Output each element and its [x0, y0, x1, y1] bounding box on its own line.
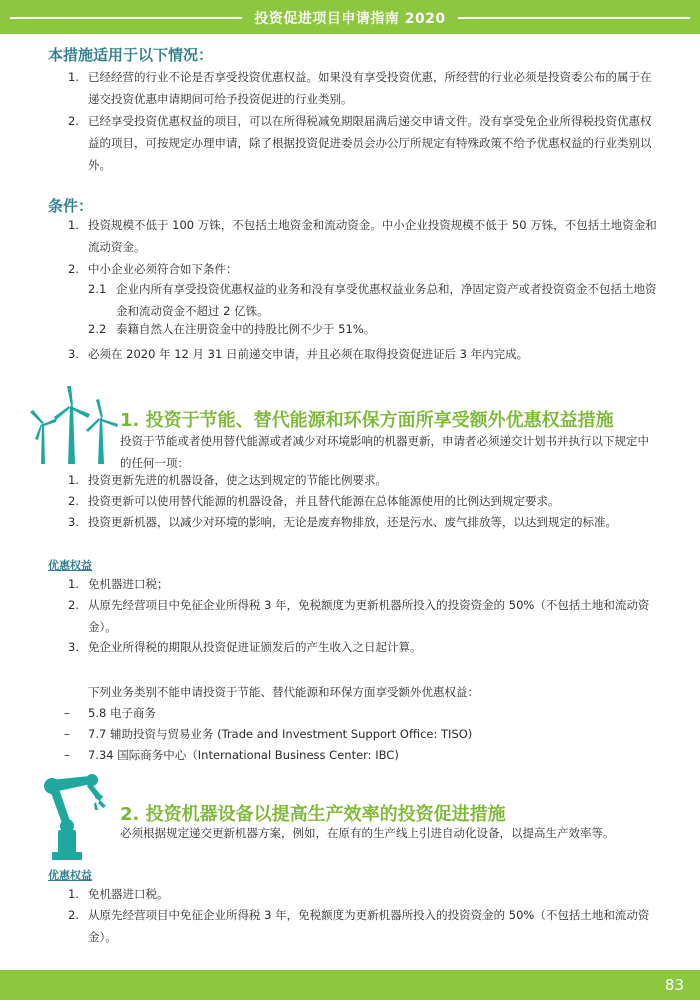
dash-bullet: –: [64, 748, 70, 762]
list-number: 2.: [68, 598, 79, 612]
applies-heading: 本措施适用于以下情况：: [48, 46, 214, 64]
conditions-heading: 条件：: [48, 197, 94, 215]
section2-intro: 必须根据规定递交更新机器方案，例如，在原有的生产线上引进自动化设备，以提高生产效率等。: [120, 826, 615, 840]
list-text: 已经享受投资优惠权益的项目，可以在所得税减免期限届满后递交申请文件。没有享受免企业所得税投资优惠权益的项目，可按规定办理申请，除了根据投资促进委员会办公厅所规定有特殊政策不给予优惠权益的行业类别以外。: [88, 114, 652, 172]
list-text: 泰籍自然人在注册资金中的持股比例不少于 51%。: [116, 322, 376, 336]
list-item: [64, 702, 654, 724]
page-number: 83: [664, 976, 684, 994]
list-item: [68, 343, 658, 365]
list-number: 1.: [68, 887, 79, 901]
list-number: 1.: [68, 473, 79, 487]
list-item: [68, 469, 658, 491]
list-item: [68, 214, 658, 258]
list-number: 1.: [68, 577, 79, 591]
list-number: 2.2: [88, 322, 107, 336]
list-text: 投资规模不低于 100 万铢，不包括土地资金和流动资金。中小企业投资规模不低于 50 万铢，不包括土地资金和流动资金。: [88, 218, 657, 254]
list-item: [68, 636, 658, 658]
footer-bar: [0, 970, 700, 1000]
list-number: 2.: [68, 262, 79, 276]
list-text: 必须在 2020 年 12 月 31 日前递交申请，并且必须在取得投资促进证后 3 年内完成。: [88, 347, 529, 361]
list-item: [68, 594, 658, 638]
list-item: [68, 573, 658, 595]
dash-bullet: –: [64, 706, 70, 720]
section1-benefits-heading: 优惠权益: [48, 559, 92, 572]
list-text: 5.8 电子商务: [88, 706, 156, 720]
list-text: 免机器进口税。: [88, 887, 169, 901]
list-text: 企业内所有享受投资优惠权益的业务和没有享受优惠权益业务总和，净固定资产或者投资资金不包括土地资金和流动资金不超过 2 亿铢。: [116, 282, 657, 318]
list-text: 7.34 国际商务中心（International Business Center: IBC): [88, 748, 399, 762]
section1-intro: 投资于节能或者使用替代能源或者减少对环境影响的机器更新，申请者必须递交计划书并执行以下规定中的任何一项：: [120, 434, 649, 470]
list-number: 3.: [68, 640, 79, 654]
dash-bullet: –: [64, 727, 70, 741]
list-text: 从原先经营项目中免征企业所得税 3 年，免税额度为更新机器所投入的投资资金的 50%（不包括土地和流动资金）。: [88, 598, 650, 634]
list-number: 3.: [68, 347, 79, 361]
list-item: [68, 110, 658, 176]
list-text: 投资更新可以使用替代能源的机器设备，并且替代能源在总体能源使用的比例达到规定要求。: [88, 494, 560, 508]
header-title: 投资促进项目申请指南 2020: [254, 11, 446, 27]
list-item: [68, 904, 658, 948]
section2-title: 2. 投资机器设备以提高生产效率的投资促进措施: [120, 804, 506, 825]
list-number: 2.: [68, 908, 79, 922]
sub-list-item: [88, 278, 658, 322]
list-text: 投资更新机器，以减少对环境的影响，无论是废弃物排放，还是污水、废气排放等，以达到规定的标准。: [88, 515, 617, 529]
list-text: 已经经营的行业不论是否享受投资优惠权益。如果没有享受投资优惠，所经营的行业必须是投资委公布的属于在递交投资优惠申请期间可给予投资促进的行业类别。: [88, 70, 652, 106]
list-text: 免机器进口税；: [88, 577, 169, 591]
list-item: [68, 490, 658, 512]
list-item: [68, 258, 658, 280]
header-rule-right: [458, 17, 690, 19]
list-text: 7.7 辅助投资与贸易业务 (Trade and Investment Support Office: TISO): [88, 727, 473, 741]
sub-list-item: [88, 318, 658, 340]
list-text: 免企业所得税的期限从投资促进证颁发后的产生收入之日起计算。: [88, 640, 422, 654]
list-number: 2.: [68, 494, 79, 508]
list-text: 投资更新先进的机器设备，使之达到规定的节能比例要求。: [88, 473, 387, 487]
list-number: 2.: [68, 114, 79, 128]
list-number: 3.: [68, 515, 79, 529]
list-item: [68, 883, 658, 905]
list-number: 1.: [68, 218, 79, 232]
list-item: [64, 744, 654, 766]
wind-turbine-icon: [24, 384, 120, 466]
header-bar: [0, 0, 700, 34]
list-number: 1.: [68, 70, 79, 84]
excluded-intro: 下列业务类别不能申请投资于节能、替代能源和环保方面享受额外优惠权益：: [88, 685, 479, 699]
list-text: 从原先经营项目中免征企业所得税 3 年，免税额度为更新机器所投入的投资资金的 50%（不包括土地和流动资金）。: [88, 908, 650, 944]
list-item: [64, 723, 654, 745]
list-item: [68, 66, 658, 110]
list-number: 2.1: [88, 282, 107, 296]
section1-title: 1. 投资于节能、替代能源和环保方面所享受额外优惠权益措施: [120, 410, 614, 431]
list-item: [68, 511, 668, 533]
robot-arm-icon: [36, 768, 116, 862]
list-text: 中小企业必须符合如下条件：: [88, 262, 238, 276]
section2-benefits-heading: 优惠权益: [48, 869, 92, 882]
